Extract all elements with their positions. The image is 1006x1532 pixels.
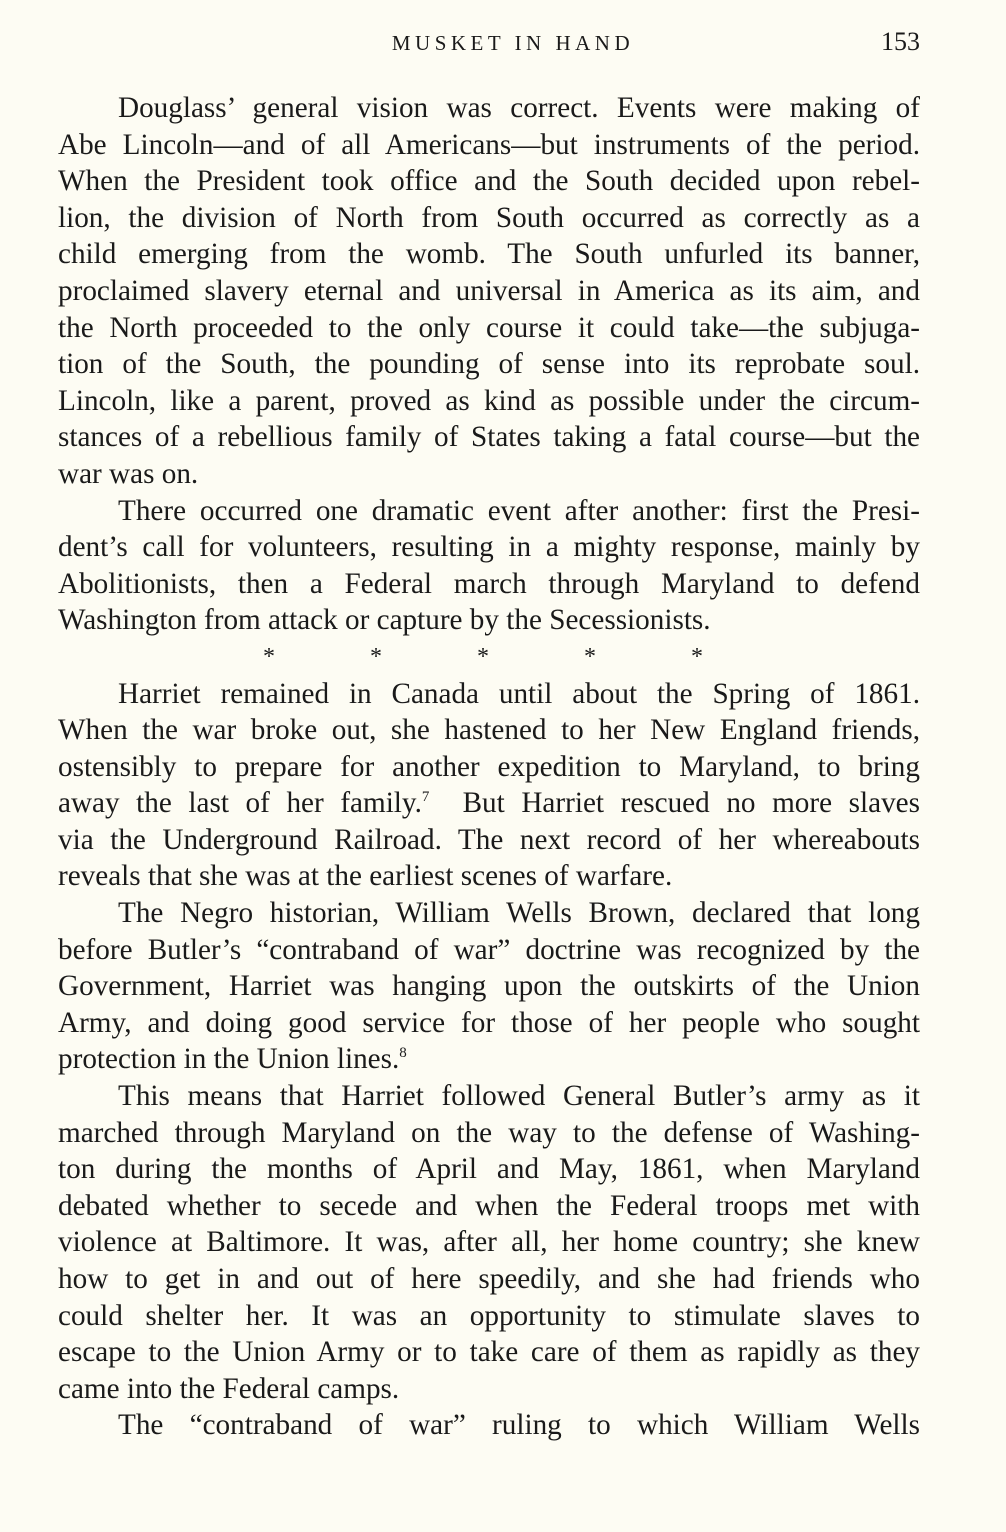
asterisk: * [584,643,596,670]
text-line: ton during the months of April and May, 1861, when Maryland [58,1153,920,1186]
text-line: ostensibly to prepare for another expedition to Maryland, to bring [58,750,920,783]
text-segment: protection in the Union lines. [58,1043,400,1076]
section-break [263,639,703,676]
asterisk: * [477,643,489,670]
book-page [58,26,920,1444]
text-segment: away the last of her family. [58,787,422,820]
text-line: stances of a rebellious family of States taking a fatal course—but the [58,421,920,454]
text-segment: But Harriet rescued no more slaves [462,787,920,820]
text-line: This means that Harriet followed General Butler’s army as it [118,1080,920,1113]
text-line-with-footnote [58,1041,920,1078]
paragraph [58,1078,920,1407]
asterisk: * [691,643,703,670]
text-line: There occurred one dramatic event after another: first the Presi- [118,494,920,527]
text-line: dent’s call for volunteers, resulting in a mighty response, mainly by [58,531,920,564]
text-line: violence at Baltimore. It was, after all, her home country; she knew [58,1226,920,1259]
text-line: Lincoln, like a parent, proved as kind as possible under the circum- [58,384,920,417]
text-line: Abe Lincoln—and of all Americans—but instruments of the period. [58,128,920,161]
paragraph [58,90,920,493]
text-line: before Butler’s “contraband of war” doctrine was recognized by the [58,933,920,966]
text-line: how to get in and out of here speedily, and she had friends who [58,1263,920,1295]
running-title: MUSKET IN HAND [391,31,635,55]
text-line: tion of the South, the pounding of sense into its reprobate soul. [58,348,920,381]
text-line: came into the Federal camps. [58,1372,400,1405]
text-line: proclaimed slavery eternal and universal in America as its aim, and [58,274,920,307]
paragraph [58,676,920,896]
paragraph [58,1407,920,1444]
text-line: Douglass’ general vision was correct. Events were making of [118,92,920,124]
text-line: war was on. [58,457,199,490]
asterisk: * [263,643,275,670]
running-header [58,26,920,62]
asterisk: * [370,643,382,670]
text-line: When the war broke out, she hastened to her New England friends, [58,714,920,747]
paragraph [58,895,920,1078]
text-line: Abolitionists, then a Federal march through Maryland to defend [58,567,920,600]
text-line: via the Underground Railroad. The next record of her whereabouts [58,823,920,856]
body-text [58,90,920,1444]
text-line: escape to the Union Army or to take care of them as rapidly as they [58,1336,920,1369]
text-line: could shelter her. It was an opportunity to stimulate slaves to [58,1299,920,1332]
text-line-with-footnote [58,785,920,822]
text-line: child emerging from the womb. The South unfurled its banner, [58,238,920,271]
text-line: Harriet remained in Canada until about the Spring of 1861. [118,677,920,710]
text-line: reveals that she was at the earliest scenes of warfare. [58,860,673,893]
text-line: debated whether to secede and when the Federal troops met with [58,1189,920,1222]
footnote-marker: 7 [421,789,430,806]
footnote-marker: 8 [399,1045,407,1062]
text-line: The Negro historian, William Wells Brown, declared that long [118,897,920,930]
text-line: Government, Harriet was hanging upon the outskirts of the Union [58,970,920,1003]
page-number: 153 [881,27,920,56]
text-line: Army, and doing good service for those of her people who sought [58,1006,920,1039]
text-line: When the President took office and the South decided upon rebel- [58,165,920,198]
text-line: the North proceeded to the only course it could take—the subjuga- [58,311,920,344]
text-line: Washington from attack or capture by the Secessionists. [58,604,711,637]
text-line: The “contraband of war” ruling to which William Wells [118,1409,920,1442]
paragraph [58,493,920,639]
text-line: lion, the division of North from South occurred as correctly as a [58,201,920,234]
text-line: marched through Maryland on the way to the defense of Washing- [58,1116,920,1149]
